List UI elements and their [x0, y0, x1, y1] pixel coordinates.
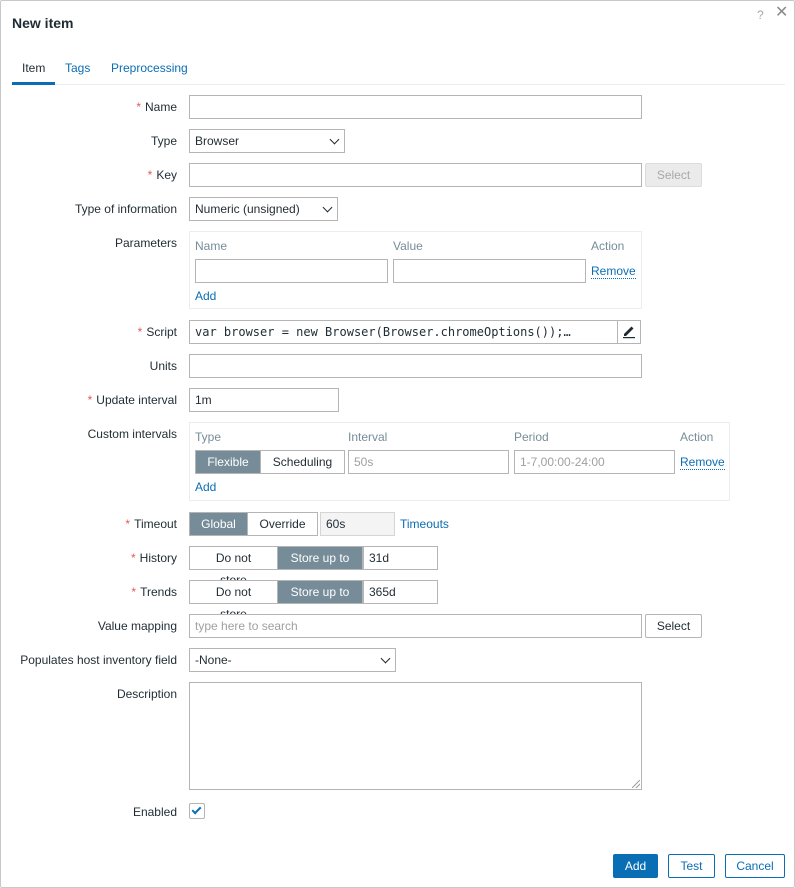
- interval-type-toggle: [195, 450, 345, 474]
- tab-preprocessing[interactable]: Preprocessing: [111, 61, 188, 75]
- value-mapping-label: Value mapping: [97, 619, 177, 633]
- checkmark-icon: [192, 805, 202, 815]
- test-button[interactable]: Test: [668, 854, 715, 878]
- tab-tags[interactable]: Tags: [65, 61, 91, 75]
- add-button[interactable]: Add: [613, 854, 658, 878]
- name-label: * Name: [136, 100, 177, 114]
- custom-intervals-col-action: Action: [680, 430, 714, 444]
- timeout-global-option[interactable]: Global: [190, 513, 248, 535]
- chevron-down-icon: [381, 654, 391, 664]
- inventory-field-label: Populates host inventory field: [20, 653, 177, 667]
- parameter-name-input[interactable]: [195, 259, 388, 283]
- history-label: * History: [130, 551, 177, 565]
- active-tab-indicator: [12, 82, 55, 85]
- edit-script-button[interactable]: [617, 320, 641, 344]
- timeout-input: 60s: [320, 512, 395, 536]
- custom-interval-remove-link[interactable]: Remove: [680, 455, 725, 469]
- key-select-button[interactable]: Select: [645, 163, 702, 187]
- parameters-label: Parameters: [114, 236, 177, 250]
- enabled-label: Enabled: [132, 805, 177, 819]
- units-label: Units: [149, 359, 177, 373]
- trends-store-up-to-option[interactable]: Store up to: [278, 581, 362, 603]
- custom-intervals-add-link[interactable]: Add: [195, 480, 217, 494]
- parameters-col-value: Value: [393, 239, 423, 253]
- help-icon[interactable]: ?: [757, 8, 764, 22]
- name-input[interactable]: [189, 95, 642, 119]
- cancel-button[interactable]: Cancel: [725, 854, 785, 878]
- type-label: Type: [150, 134, 177, 148]
- parameters-add-link[interactable]: Add: [195, 289, 217, 303]
- dialog-title: New item: [12, 15, 74, 31]
- description-textarea[interactable]: [189, 682, 642, 790]
- chevron-down-icon: [323, 203, 333, 213]
- type-of-information-select[interactable]: Numeric (unsigned): [189, 197, 338, 221]
- flexible-option[interactable]: Flexible: [196, 451, 261, 473]
- history-input[interactable]: 31d: [363, 546, 438, 570]
- trends-label: * Trends: [131, 585, 177, 599]
- update-interval-label: * Update interval: [87, 393, 177, 407]
- key-label: * Key: [147, 168, 177, 182]
- custom-intervals-table: [189, 422, 730, 501]
- trends-do-not-store-option[interactable]: Do not: [190, 581, 278, 603]
- custom-intervals-label: Custom intervals: [87, 427, 177, 441]
- pencil-icon: [618, 321, 640, 343]
- period-input[interactable]: 1-7,00:00-24:00: [514, 450, 675, 474]
- value-mapping-select-button[interactable]: Select: [645, 614, 702, 638]
- interval-input[interactable]: 50s: [348, 450, 509, 474]
- scheduling-option[interactable]: Scheduling: [272, 455, 333, 469]
- inventory-field-select[interactable]: -None-: [189, 648, 396, 672]
- history-toggle: [189, 546, 363, 570]
- timeouts-link[interactable]: Timeouts: [400, 517, 449, 531]
- parameter-remove-link[interactable]: Remove: [591, 264, 636, 278]
- custom-intervals-col-period: Period: [514, 430, 549, 444]
- tab-item[interactable]: Item: [22, 61, 46, 75]
- timeout-override-option[interactable]: Override: [259, 517, 306, 531]
- script-input[interactable]: var browser = new Browser(Browser.chromeOptions());…: [189, 320, 618, 344]
- tab-bar: [12, 53, 785, 85]
- parameters-col-action: Action: [591, 239, 625, 253]
- close-icon[interactable]: ✕: [775, 4, 789, 21]
- units-input[interactable]: [189, 354, 642, 378]
- type-of-information-label: Type of information: [74, 202, 177, 216]
- key-input[interactable]: [189, 163, 642, 187]
- chevron-down-icon: [330, 135, 340, 145]
- resize-handle-icon[interactable]: [632, 780, 640, 788]
- parameter-value-input[interactable]: [393, 259, 586, 283]
- parameters-table: [189, 231, 642, 309]
- history-store-up-to-option[interactable]: Store up to: [278, 547, 362, 569]
- timeout-toggle: [189, 512, 318, 536]
- custom-intervals-col-type: Type: [195, 430, 222, 444]
- enabled-checkbox[interactable]: [189, 803, 205, 819]
- value-mapping-input[interactable]: type here to search: [189, 614, 642, 638]
- parameters-col-name: Name: [195, 239, 228, 253]
- update-interval-input[interactable]: 1m: [189, 388, 339, 412]
- description-label: Description: [116, 687, 177, 701]
- script-label: * Script: [137, 325, 177, 339]
- type-select[interactable]: Browser: [189, 129, 345, 153]
- trends-toggle: [189, 580, 363, 604]
- history-do-not-store-option[interactable]: Do not: [190, 547, 278, 569]
- timeout-label: * Timeout: [125, 517, 177, 531]
- trends-input[interactable]: 365d: [363, 580, 438, 604]
- custom-intervals-col-interval: Interval: [348, 430, 388, 444]
